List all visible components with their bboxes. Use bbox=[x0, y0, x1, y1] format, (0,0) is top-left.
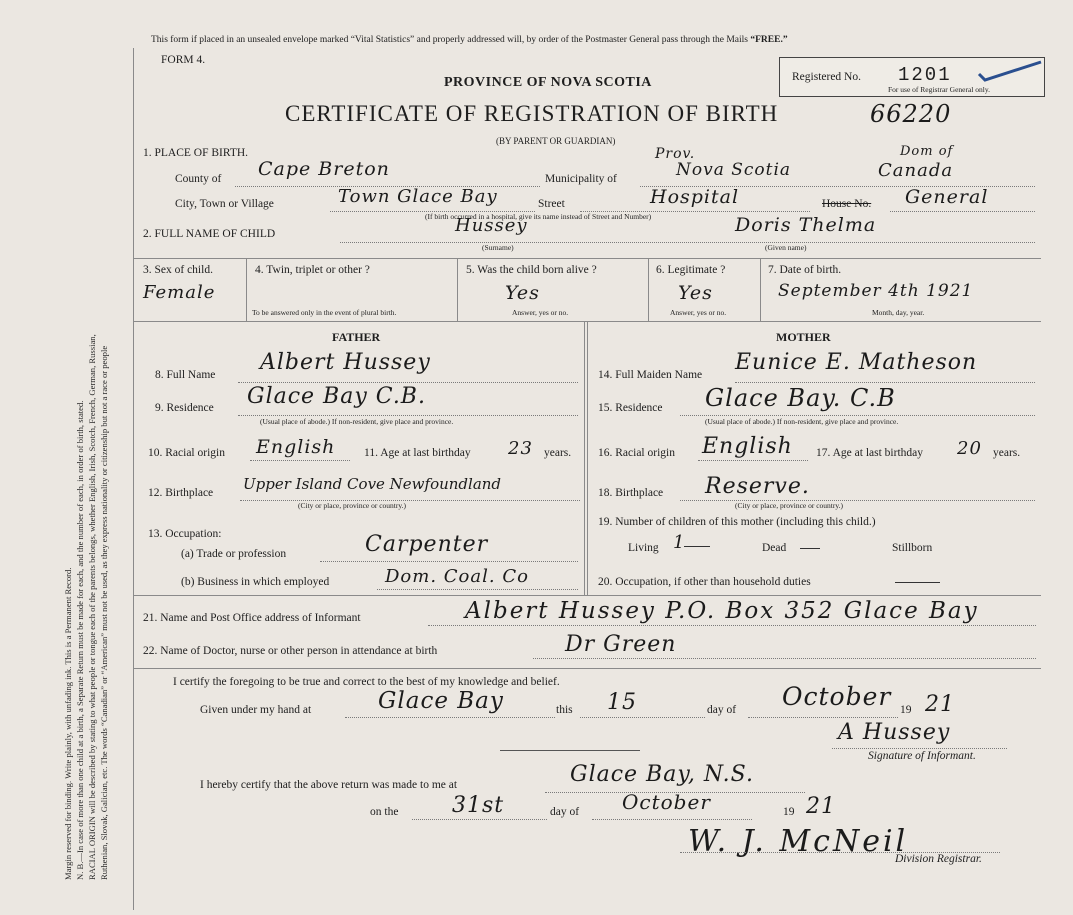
given-year-value: 21 bbox=[925, 692, 955, 717]
page-subtitle: (BY PARENT OR GUARDIAN) bbox=[496, 136, 616, 146]
father-racial-label: 10. Racial origin bbox=[148, 447, 225, 459]
city-value: Town Glace Bay bbox=[338, 186, 498, 207]
top-notice: This form if placed in an unsealed envelope marked “Vital Statistics” and properly addressed will, by order of the Postmaster General pass through the Mails “FREE.” bbox=[151, 35, 788, 45]
registrar-year-value: 21 bbox=[806, 794, 836, 819]
father-name-label: 8. Full Name bbox=[155, 369, 216, 381]
legitimate-note: Answer, yes or no. bbox=[670, 308, 727, 317]
given-month-line bbox=[748, 717, 898, 718]
trade-line bbox=[320, 561, 578, 562]
left-border bbox=[133, 48, 134, 910]
sex-label: 3. Sex of child. bbox=[143, 264, 213, 276]
hospital-note: (If birth occurred in a hospital, give its name instead of Street and Number) bbox=[425, 212, 652, 221]
row-divider-2 bbox=[457, 258, 458, 321]
street-label: Street bbox=[538, 198, 565, 210]
living-label: Living bbox=[628, 542, 659, 554]
mother-birthplace-note: (City or place, province or country.) bbox=[735, 501, 844, 510]
mother-residence-label: 15. Residence bbox=[598, 402, 663, 414]
dead-label: Dead bbox=[762, 542, 787, 554]
row-top-rule bbox=[134, 258, 1041, 259]
father-name-value: Albert Hussey bbox=[260, 350, 431, 375]
father-residence-note: (Usual place of abode.) If non-resident, give place and province. bbox=[260, 417, 454, 426]
city-label: City, Town or Village bbox=[175, 198, 274, 210]
mother-age-label: 17. Age at last birthday bbox=[816, 447, 923, 459]
sex-value: Female bbox=[143, 282, 216, 303]
mother-residence-value: Glace Bay. C.B bbox=[705, 384, 896, 412]
father-age-value: 23 bbox=[508, 438, 533, 459]
twin-label: 4. Twin, triplet or other ? bbox=[255, 264, 370, 276]
informant-signature-line bbox=[832, 748, 1007, 749]
trade-value: Carpenter bbox=[365, 532, 489, 557]
father-occupation-label: 13. Occupation: bbox=[148, 528, 222, 540]
mother-birthplace-line bbox=[680, 500, 1035, 501]
mother-birthplace-label: 18. Birthplace bbox=[598, 487, 664, 499]
given-place-value: Glace Bay bbox=[378, 688, 504, 714]
father-birthplace-note: (City or place, province or country.) bbox=[298, 501, 407, 510]
legitimate-label: 6. Legitimate ? bbox=[656, 264, 726, 276]
father-racial-line bbox=[250, 460, 350, 461]
certify-statement: I certify the foregoing to be true and correct to the best of my knowledge and belief. bbox=[173, 676, 560, 688]
father-birthplace-value: Upper Island Cove Newfoundland bbox=[243, 475, 502, 493]
certify-top-rule bbox=[134, 668, 1041, 669]
separator-rule bbox=[500, 750, 640, 751]
mother-residence-line bbox=[680, 415, 1035, 416]
margin-notes bbox=[62, 0, 122, 880]
father-name-line bbox=[238, 382, 578, 383]
informant-value: Albert Hussey P.O. Box 352 Glace Bay bbox=[465, 598, 979, 624]
mother-occupation-dash bbox=[895, 582, 940, 583]
province-heading: PROVINCE OF NOVA SCOTIA bbox=[444, 75, 652, 90]
mother-name-value: Eunice E. Matheson bbox=[735, 350, 978, 375]
parents-bottom-rule bbox=[134, 595, 1041, 596]
registrar-on-label: on the bbox=[370, 806, 399, 818]
registrar-statement: I hereby certify that the above return was made to me at bbox=[200, 779, 458, 791]
surname-caption: (Surname) bbox=[482, 243, 514, 252]
margin-line-3: RACIAL ORIGIN will be described by stating to what people or tongue each of the parents belongs, whether English, Irish, Scotch, French, German, Russian, bbox=[87, 334, 97, 880]
municipality-note: Prov. bbox=[655, 146, 696, 162]
child-surname: Hussey bbox=[455, 215, 528, 236]
dominion-note: Dom of bbox=[900, 144, 954, 159]
given-place-line bbox=[345, 717, 555, 718]
birth-date-value: September 4th 1921 bbox=[778, 281, 974, 301]
living-value: 1 bbox=[673, 532, 686, 553]
registrar-month-value: October bbox=[622, 790, 711, 814]
informant-line bbox=[428, 625, 1036, 626]
father-residence-label: 9. Residence bbox=[155, 402, 214, 414]
mother-years-label: years. bbox=[993, 447, 1021, 459]
informant-signature: A Hussey bbox=[838, 720, 951, 745]
country-value: Canada bbox=[878, 160, 954, 181]
municipality-value: Nova Scotia bbox=[676, 160, 792, 180]
check-mark-icon bbox=[975, 58, 1045, 84]
mother-name-label: 14. Full Maiden Name bbox=[598, 369, 703, 381]
registrar-signature-label: Division Registrar. bbox=[895, 853, 982, 865]
birth-date-note: Month, day, year. bbox=[872, 308, 925, 317]
father-residence-value: Glace Bay C.B. bbox=[247, 384, 426, 409]
mother-age-value: 20 bbox=[957, 438, 982, 459]
registrar-month-line bbox=[592, 819, 752, 820]
house-label: House No. bbox=[822, 198, 872, 210]
county-label: County of bbox=[175, 173, 222, 185]
given-day-line bbox=[580, 717, 705, 718]
house-line bbox=[890, 211, 1035, 212]
mother-residence-note: (Usual place of abode.) If non-resident, give place and province. bbox=[705, 417, 899, 426]
business-label: (b) Business in which employed bbox=[181, 576, 330, 588]
registered-label: Registered No. bbox=[792, 71, 861, 83]
business-line bbox=[377, 589, 578, 590]
parents-divider bbox=[584, 321, 585, 595]
registrar-day-value: 31st bbox=[452, 793, 505, 818]
given-caption: (Given name) bbox=[765, 243, 807, 252]
birth-date-label: 7. Date of birth. bbox=[768, 264, 842, 276]
given-month-value: October bbox=[782, 682, 892, 711]
mother-racial-value: English bbox=[702, 434, 793, 459]
children-count-label: 19. Number of children of this mother (including this child.) bbox=[598, 516, 876, 528]
street-value: Hospital bbox=[650, 186, 740, 208]
mother-racial-line bbox=[698, 460, 808, 461]
father-age-label: 11. Age at last birthday bbox=[364, 447, 471, 459]
father-birthplace-line bbox=[240, 500, 580, 501]
this-label: this bbox=[556, 704, 573, 716]
row-divider-4 bbox=[760, 258, 761, 321]
margin-line-1: Margin reserved for binding. Write plainly, with unfading ink. This is a Permanent Record. bbox=[63, 567, 73, 880]
child-given-name: Doris Thelma bbox=[735, 214, 877, 236]
house-value: General bbox=[905, 186, 989, 208]
doctor-label: 22. Name of Doctor, nurse or other person in attendance at birth bbox=[143, 645, 438, 657]
registrar-signature: W. J. McNeil bbox=[688, 824, 909, 859]
business-value: Dom. Coal. Co bbox=[385, 566, 529, 587]
dead-dash bbox=[800, 548, 820, 549]
registrar-year-prefix: 19 bbox=[783, 806, 795, 818]
informant-label: 21. Name and Post Office address of Informant bbox=[143, 612, 361, 624]
doctor-value: Dr Green bbox=[565, 632, 677, 657]
row-divider-3 bbox=[648, 258, 649, 321]
legitimate-value: Yes bbox=[678, 282, 713, 304]
margin-line-2: N. B.—In case of more than one child at a birth, a Separate Return must be made for each, and the number of each, in order of birth, stated. bbox=[75, 400, 85, 880]
living-dash bbox=[684, 546, 710, 547]
alive-label: 5. Was the child born alive ? bbox=[466, 264, 597, 276]
mother-heading: MOTHER bbox=[776, 330, 831, 344]
alive-value: Yes bbox=[505, 282, 540, 304]
father-birthplace-label: 12. Birthplace bbox=[148, 487, 214, 499]
mother-name-line bbox=[735, 382, 1035, 383]
mother-birthplace-value: Reserve. bbox=[705, 474, 810, 499]
stillborn-label: Stillborn bbox=[892, 542, 933, 554]
father-racial-value: English bbox=[256, 436, 336, 458]
alive-note: Answer, yes or no. bbox=[512, 308, 569, 317]
mother-occupation-label: 20. Occupation, if other than household duties bbox=[598, 576, 811, 588]
doctor-line bbox=[533, 658, 1036, 659]
mother-racial-label: 16. Racial origin bbox=[598, 447, 675, 459]
child-name-line bbox=[340, 242, 1035, 243]
father-heading: FATHER bbox=[332, 330, 381, 344]
informant-signature-label: Signature of Informant. bbox=[868, 750, 976, 762]
registered-number: 1201 bbox=[898, 64, 952, 86]
registrar-day-of-label: day of bbox=[550, 806, 580, 818]
registrar-day-line bbox=[412, 819, 547, 820]
given-day-value: 15 bbox=[607, 690, 637, 715]
given-year-prefix: 19 bbox=[900, 704, 912, 716]
row-divider-1 bbox=[246, 258, 247, 321]
form-number: FORM 4. bbox=[161, 54, 206, 66]
county-value: Cape Breton bbox=[258, 158, 390, 180]
page-title: CERTIFICATE OF REGISTRATION OF BIRTH bbox=[285, 101, 779, 126]
place-of-birth-heading: 1. PLACE OF BIRTH. bbox=[143, 147, 249, 159]
registered-note: For use of Registrar General only. bbox=[888, 85, 990, 94]
father-years-label: years. bbox=[544, 447, 572, 459]
registrar-place-value: Glace Bay, N.S. bbox=[570, 762, 754, 787]
father-residence-line bbox=[238, 415, 578, 416]
margin-line-4: Ruthenian, Slovak, Galician, etc. The words “Canadian” or “American” must not be used, as they express nationality or citizenship but not a race or people bbox=[99, 345, 109, 880]
twin-note: To be answered only in the event of plural birth. bbox=[252, 308, 397, 317]
child-name-label: 2. FULL NAME OF CHILD bbox=[143, 228, 276, 240]
parents-divider-2 bbox=[587, 321, 588, 595]
given-label: Given under my hand at bbox=[200, 704, 312, 716]
given-day-of-label: day of bbox=[707, 704, 737, 716]
municipality-label: Municipality of bbox=[545, 173, 617, 185]
stamped-number: 66220 bbox=[870, 100, 952, 128]
trade-label: (a) Trade or profession bbox=[181, 548, 287, 560]
